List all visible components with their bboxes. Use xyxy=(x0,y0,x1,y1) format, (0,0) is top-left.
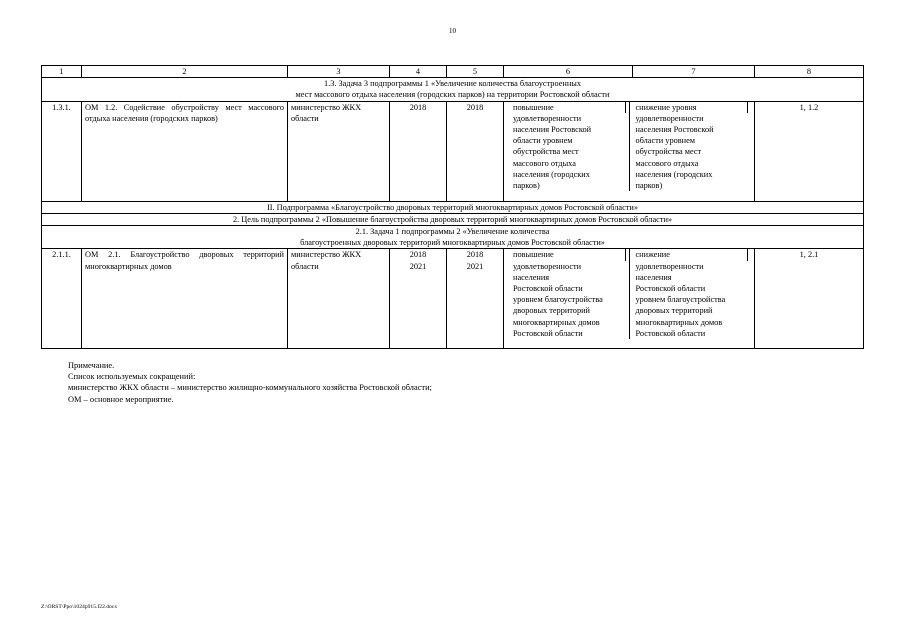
row-number: 1.3.1. xyxy=(42,101,82,201)
start-date xyxy=(390,249,447,349)
section-heading-line: 1.3. Задача 3 подпрограммы 1 «Увеличение количества благоустроенных xyxy=(324,79,581,89)
column-header: 5 xyxy=(447,66,504,78)
text-line: области уровнем xyxy=(635,136,696,146)
text-line: Ростовской области xyxy=(513,284,583,294)
result-cell xyxy=(504,249,755,349)
abbreviation-item: ОМ – основное мероприятие. xyxy=(68,394,174,404)
section-heading-line: мест массового отдыха населения (городских парков) на территории Ростовской области xyxy=(295,90,610,100)
start-year: 2021 xyxy=(409,261,427,271)
executor: министерство ЖКХ области xyxy=(288,249,390,349)
column-header: 2 xyxy=(82,66,288,78)
text-line: снижение xyxy=(633,249,749,260)
abbreviation-item: министерство ЖКХ области – министерство жилищно-коммунального хозяйства Ростовской области; xyxy=(68,383,432,393)
section-row-task-2-1 xyxy=(42,226,864,249)
text-line: многоквартирных домов xyxy=(513,317,600,327)
end-year: 2018 xyxy=(466,102,484,112)
text-line: дворовых территорий xyxy=(635,306,713,316)
text-line: парков) xyxy=(513,181,540,191)
text-line: Ростовской области xyxy=(513,328,583,338)
end-year: 2021 xyxy=(466,261,484,271)
column-number-row xyxy=(42,66,864,78)
expected-effect xyxy=(507,102,630,192)
end-date xyxy=(447,101,504,201)
measures-table xyxy=(41,65,864,349)
page-number: 10 xyxy=(449,27,456,35)
start-date xyxy=(390,101,447,201)
start-year: 2018 xyxy=(409,250,427,260)
text-line: удовлетворенности xyxy=(513,113,582,123)
non-implementation-consequence xyxy=(630,102,752,192)
text-line: удовлетворенности xyxy=(513,261,582,271)
abbreviations-heading: Список используемых сокращений: xyxy=(68,372,196,382)
non-implementation-consequence xyxy=(630,249,752,339)
column-header: 8 xyxy=(755,66,864,78)
text-line: населения (городских xyxy=(635,169,713,179)
section-row-goal-2 xyxy=(42,213,864,225)
file-path-footer: Z:\ORST\Ppo\1024p915.f22.docx xyxy=(41,604,118,610)
result-cell xyxy=(504,101,755,201)
text-line: населения Ростовской xyxy=(635,125,714,135)
table-row xyxy=(42,101,864,201)
section-heading-line: 2.1. Задача 1 подпрограммы 2 «Увеличение количества xyxy=(355,227,550,237)
start-year: 2018 xyxy=(409,102,427,112)
text-line: массового отдыха xyxy=(513,158,576,168)
section-heading-line: благоустроенных дворовых территорий многоквартирных домов Ростовской области» xyxy=(300,238,605,248)
text-line: населения Ростовской xyxy=(513,125,592,135)
text-line: населения xyxy=(513,272,550,282)
text-line: области уровнем xyxy=(513,136,573,146)
measure-name: ОМ 2.1. Благоустройство дворовых территорий многоквартирных домов xyxy=(82,249,288,349)
section-heading xyxy=(42,78,864,101)
column-header: 4 xyxy=(390,66,447,78)
text-line: обустройства мест xyxy=(635,147,702,157)
text-line: снижение уровня xyxy=(633,102,749,113)
section-row-task-1-3 xyxy=(42,78,864,101)
text-line: парков) xyxy=(635,181,663,191)
text-line: населения xyxy=(635,272,672,282)
text-line: дворовых территорий xyxy=(513,306,590,316)
column-header: 1 xyxy=(42,66,82,78)
executor: министерство ЖКХ области xyxy=(288,101,390,201)
text-line: многоквартирных домов xyxy=(635,317,723,327)
end-year: 2018 xyxy=(466,250,484,260)
text-line: повышение xyxy=(510,249,626,260)
section-heading: II. Подпрограмма «Благоустройство дворовых территорий многоквартирных домов Ростовской области» xyxy=(42,201,864,213)
text-line: Ростовской области xyxy=(635,328,706,338)
text-line: населения (городских xyxy=(513,169,590,179)
notes-block xyxy=(68,360,432,405)
indicator-link: 1, 2.1 xyxy=(755,249,864,349)
end-date xyxy=(447,249,504,349)
notes-title: Примечание. xyxy=(68,361,115,370)
measure-name: ОМ 1.2. Содействие обустройству мест массового отдыха населения (городских парков) xyxy=(82,101,288,201)
text-line: уровнем благоустройства xyxy=(635,295,726,305)
table-row xyxy=(42,249,864,349)
expected-effect xyxy=(507,249,630,339)
section-row-subprogram-2 xyxy=(42,201,864,213)
text-line: повышение xyxy=(510,102,626,113)
column-header: 7 xyxy=(633,66,755,78)
indicator-link: 1, 1.2 xyxy=(755,101,864,201)
row-number: 2.1.1. xyxy=(42,249,82,349)
text-line: удовлетворенности xyxy=(635,113,704,123)
text-line: удовлетворенности xyxy=(635,261,704,271)
section-heading xyxy=(42,226,864,249)
text-line: уровнем благоустройства xyxy=(513,295,603,305)
section-heading: 2. Цель подпрограммы 2 «Повышение благоустройства дворовых территорий многоквартирных домов Ростовской области» xyxy=(42,213,864,225)
column-header: 6 xyxy=(504,66,633,78)
text-line: обустройства мест xyxy=(513,147,579,157)
column-header: 3 xyxy=(288,66,390,78)
text-line: массового отдыха xyxy=(635,158,699,168)
text-line: Ростовской области xyxy=(635,284,706,294)
